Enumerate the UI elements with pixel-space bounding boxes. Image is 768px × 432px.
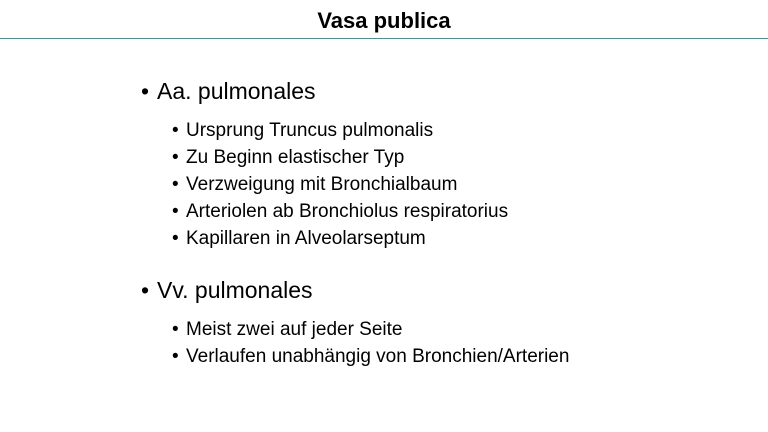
list-item-text: Arteriolen ab Bronchiolus respiratorius bbox=[186, 201, 509, 222]
title-divider bbox=[0, 38, 768, 39]
list-item bbox=[172, 171, 508, 198]
list-item bbox=[172, 198, 508, 225]
bullet-icon: • bbox=[141, 277, 150, 303]
list-item-text: Verzweigung mit Bronchialbaum bbox=[186, 174, 458, 195]
bullet-icon: • bbox=[172, 319, 179, 340]
bullet-icon: • bbox=[172, 174, 179, 195]
list-item bbox=[172, 225, 508, 252]
list-item-text: Zu Beginn elastischer Typ bbox=[186, 147, 405, 168]
bullet-icon: • bbox=[172, 120, 179, 141]
list-item bbox=[172, 144, 508, 171]
bullet-icon: • bbox=[172, 228, 179, 249]
bullet-icon: • bbox=[141, 78, 150, 104]
section-heading-label: Aa. pulmonales bbox=[157, 78, 316, 104]
list-item bbox=[172, 117, 508, 144]
bullet-icon: • bbox=[172, 147, 179, 168]
bullet-icon: • bbox=[172, 201, 179, 222]
section-aa-pulmonales bbox=[141, 77, 508, 252]
bullet-icon: • bbox=[172, 346, 179, 367]
list-item-text: Verlaufen unabhängig von Bronchien/Arterien bbox=[186, 346, 570, 367]
list-item bbox=[172, 316, 569, 343]
section-heading-label: Vv. pulmonales bbox=[157, 277, 313, 303]
list-item bbox=[172, 343, 569, 370]
sub-bullet-list bbox=[172, 117, 508, 252]
list-item-text: Ursprung Truncus pulmonalis bbox=[186, 120, 434, 141]
sub-bullet-list bbox=[172, 316, 569, 370]
slide-title: Vasa publica bbox=[317, 8, 451, 33]
list-item-text: Kapillaren in Alveolarseptum bbox=[186, 228, 426, 249]
section-heading bbox=[141, 276, 569, 304]
section-vv-pulmonales bbox=[141, 276, 569, 370]
list-item-text: Meist zwei auf jeder Seite bbox=[186, 319, 403, 340]
section-heading bbox=[141, 77, 508, 105]
